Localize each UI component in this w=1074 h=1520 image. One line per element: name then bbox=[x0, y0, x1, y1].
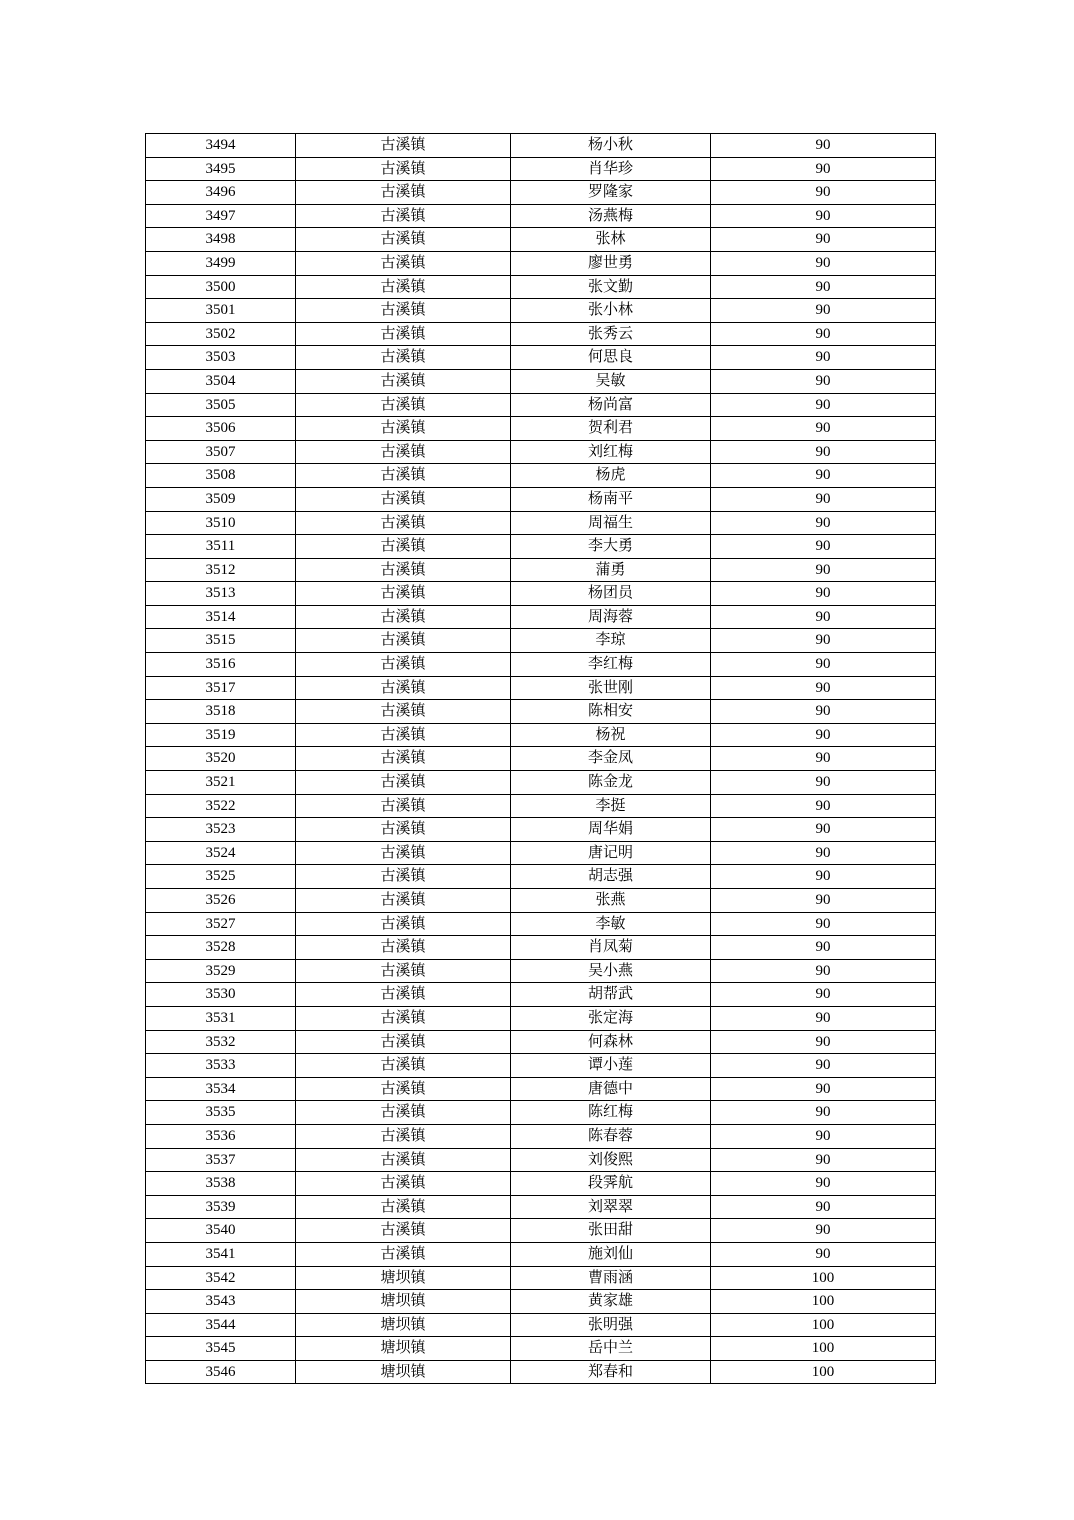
cell-score: 90 bbox=[711, 299, 936, 323]
table-row bbox=[146, 487, 936, 511]
table-row bbox=[146, 889, 936, 913]
cell-score: 90 bbox=[711, 157, 936, 181]
cell-person-name: 杨团员 bbox=[511, 582, 711, 606]
cell-serial-number: 3526 bbox=[146, 889, 296, 913]
table-row bbox=[146, 1219, 936, 1243]
cell-person-name: 周福生 bbox=[511, 511, 711, 535]
cell-score: 90 bbox=[711, 1077, 936, 1101]
cell-person-name: 郑春和 bbox=[511, 1360, 711, 1384]
cell-person-name: 陈相安 bbox=[511, 700, 711, 724]
cell-score: 90 bbox=[711, 1148, 936, 1172]
cell-person-name: 贺利君 bbox=[511, 417, 711, 441]
cell-serial-number: 3534 bbox=[146, 1077, 296, 1101]
table-row bbox=[146, 322, 936, 346]
table-row bbox=[146, 157, 936, 181]
cell-town: 塘坝镇 bbox=[296, 1337, 511, 1361]
cell-town: 塘坝镇 bbox=[296, 1290, 511, 1314]
cell-score: 90 bbox=[711, 889, 936, 913]
cell-serial-number: 3506 bbox=[146, 417, 296, 441]
cell-person-name: 何思良 bbox=[511, 346, 711, 370]
cell-town: 古溪镇 bbox=[296, 747, 511, 771]
cell-score: 90 bbox=[711, 251, 936, 275]
cell-town: 古溪镇 bbox=[296, 134, 511, 158]
cell-serial-number: 3509 bbox=[146, 487, 296, 511]
cell-town: 古溪镇 bbox=[296, 959, 511, 983]
cell-score: 90 bbox=[711, 558, 936, 582]
cell-town: 古溪镇 bbox=[296, 936, 511, 960]
cell-person-name: 张明强 bbox=[511, 1313, 711, 1337]
table-row bbox=[146, 841, 936, 865]
table-row bbox=[146, 1148, 936, 1172]
cell-score: 90 bbox=[711, 912, 936, 936]
table-row bbox=[146, 794, 936, 818]
cell-person-name: 肖华珍 bbox=[511, 157, 711, 181]
cell-person-name: 张林 bbox=[511, 228, 711, 252]
cell-town: 古溪镇 bbox=[296, 1195, 511, 1219]
cell-score: 100 bbox=[711, 1290, 936, 1314]
cell-serial-number: 3521 bbox=[146, 771, 296, 795]
cell-town: 古溪镇 bbox=[296, 275, 511, 299]
cell-score: 90 bbox=[711, 1124, 936, 1148]
table-row bbox=[146, 251, 936, 275]
cell-serial-number: 3532 bbox=[146, 1030, 296, 1054]
cell-score: 90 bbox=[711, 511, 936, 535]
table-row bbox=[146, 912, 936, 936]
cell-serial-number: 3527 bbox=[146, 912, 296, 936]
cell-score: 90 bbox=[711, 1006, 936, 1030]
cell-serial-number: 3511 bbox=[146, 535, 296, 559]
cell-town: 古溪镇 bbox=[296, 511, 511, 535]
cell-town: 塘坝镇 bbox=[296, 1266, 511, 1290]
cell-town: 古溪镇 bbox=[296, 582, 511, 606]
cell-town: 古溪镇 bbox=[296, 1077, 511, 1101]
cell-person-name: 曹雨涵 bbox=[511, 1266, 711, 1290]
table-row bbox=[146, 582, 936, 606]
cell-score: 90 bbox=[711, 629, 936, 653]
cell-score: 90 bbox=[711, 865, 936, 889]
table-row bbox=[146, 1242, 936, 1266]
table-row bbox=[146, 1337, 936, 1361]
cell-town: 古溪镇 bbox=[296, 204, 511, 228]
cell-town: 古溪镇 bbox=[296, 1054, 511, 1078]
cell-town: 古溪镇 bbox=[296, 346, 511, 370]
cell-serial-number: 3514 bbox=[146, 605, 296, 629]
cell-town: 古溪镇 bbox=[296, 841, 511, 865]
table-row bbox=[146, 393, 936, 417]
cell-serial-number: 3503 bbox=[146, 346, 296, 370]
cell-person-name: 汤燕梅 bbox=[511, 204, 711, 228]
cell-score: 90 bbox=[711, 983, 936, 1007]
cell-town: 古溪镇 bbox=[296, 558, 511, 582]
table-row bbox=[146, 535, 936, 559]
cell-person-name: 吴敏 bbox=[511, 369, 711, 393]
cell-serial-number: 3508 bbox=[146, 464, 296, 488]
cell-score: 90 bbox=[711, 1030, 936, 1054]
cell-serial-number: 3529 bbox=[146, 959, 296, 983]
table-row bbox=[146, 747, 936, 771]
cell-person-name: 周海蓉 bbox=[511, 605, 711, 629]
cell-town: 古溪镇 bbox=[296, 629, 511, 653]
table-row bbox=[146, 1077, 936, 1101]
table-row bbox=[146, 1266, 936, 1290]
cell-town: 古溪镇 bbox=[296, 181, 511, 205]
table-row bbox=[146, 228, 936, 252]
cell-town: 古溪镇 bbox=[296, 440, 511, 464]
cell-person-name: 杨祝 bbox=[511, 723, 711, 747]
cell-person-name: 张文勤 bbox=[511, 275, 711, 299]
cell-serial-number: 3542 bbox=[146, 1266, 296, 1290]
cell-town: 古溪镇 bbox=[296, 1101, 511, 1125]
cell-person-name: 张燕 bbox=[511, 889, 711, 913]
cell-town: 古溪镇 bbox=[296, 1219, 511, 1243]
table-row bbox=[146, 1195, 936, 1219]
cell-serial-number: 3501 bbox=[146, 299, 296, 323]
cell-score: 90 bbox=[711, 959, 936, 983]
cell-serial-number: 3524 bbox=[146, 841, 296, 865]
cell-score: 90 bbox=[711, 1101, 936, 1125]
cell-person-name: 罗隆家 bbox=[511, 181, 711, 205]
table-row bbox=[146, 629, 936, 653]
cell-serial-number: 3507 bbox=[146, 440, 296, 464]
cell-score: 90 bbox=[711, 181, 936, 205]
cell-town: 古溪镇 bbox=[296, 653, 511, 677]
cell-town: 古溪镇 bbox=[296, 393, 511, 417]
cell-serial-number: 3513 bbox=[146, 582, 296, 606]
cell-person-name: 吴小燕 bbox=[511, 959, 711, 983]
cell-town: 古溪镇 bbox=[296, 369, 511, 393]
cell-serial-number: 3516 bbox=[146, 653, 296, 677]
cell-serial-number: 3523 bbox=[146, 818, 296, 842]
table-row bbox=[146, 771, 936, 795]
cell-person-name: 李琼 bbox=[511, 629, 711, 653]
table-row bbox=[146, 275, 936, 299]
cell-person-name: 胡志强 bbox=[511, 865, 711, 889]
cell-person-name: 李挺 bbox=[511, 794, 711, 818]
table-row bbox=[146, 417, 936, 441]
cell-score: 90 bbox=[711, 134, 936, 158]
cell-town: 古溪镇 bbox=[296, 865, 511, 889]
table-row bbox=[146, 464, 936, 488]
cell-serial-number: 3538 bbox=[146, 1172, 296, 1196]
cell-serial-number: 3518 bbox=[146, 700, 296, 724]
cell-serial-number: 3535 bbox=[146, 1101, 296, 1125]
cell-person-name: 段霁航 bbox=[511, 1172, 711, 1196]
cell-town: 古溪镇 bbox=[296, 794, 511, 818]
cell-score: 90 bbox=[711, 275, 936, 299]
cell-person-name: 廖世勇 bbox=[511, 251, 711, 275]
cell-serial-number: 3520 bbox=[146, 747, 296, 771]
cell-score: 90 bbox=[711, 1195, 936, 1219]
cell-person-name: 岳中兰 bbox=[511, 1337, 711, 1361]
cell-town: 塘坝镇 bbox=[296, 1313, 511, 1337]
cell-person-name: 刘翠翠 bbox=[511, 1195, 711, 1219]
cell-person-name: 胡帮武 bbox=[511, 983, 711, 1007]
score-table-body bbox=[146, 134, 936, 1384]
table-row bbox=[146, 1030, 936, 1054]
cell-person-name: 陈红梅 bbox=[511, 1101, 711, 1125]
cell-person-name: 谭小莲 bbox=[511, 1054, 711, 1078]
table-row bbox=[146, 1101, 936, 1125]
table-row bbox=[146, 346, 936, 370]
cell-town: 古溪镇 bbox=[296, 1242, 511, 1266]
cell-serial-number: 3502 bbox=[146, 322, 296, 346]
cell-town: 塘坝镇 bbox=[296, 1360, 511, 1384]
cell-town: 古溪镇 bbox=[296, 157, 511, 181]
table-row bbox=[146, 818, 936, 842]
table-row bbox=[146, 511, 936, 535]
cell-town: 古溪镇 bbox=[296, 676, 511, 700]
cell-score: 90 bbox=[711, 346, 936, 370]
cell-serial-number: 3515 bbox=[146, 629, 296, 653]
table-row bbox=[146, 1124, 936, 1148]
cell-score: 90 bbox=[711, 322, 936, 346]
cell-serial-number: 3543 bbox=[146, 1290, 296, 1314]
table-row bbox=[146, 1313, 936, 1337]
cell-serial-number: 3499 bbox=[146, 251, 296, 275]
cell-town: 古溪镇 bbox=[296, 417, 511, 441]
cell-town: 古溪镇 bbox=[296, 771, 511, 795]
cell-person-name: 周华娟 bbox=[511, 818, 711, 842]
cell-town: 古溪镇 bbox=[296, 322, 511, 346]
cell-score: 90 bbox=[711, 440, 936, 464]
cell-score: 90 bbox=[711, 487, 936, 511]
cell-score: 90 bbox=[711, 653, 936, 677]
table-row bbox=[146, 558, 936, 582]
cell-person-name: 陈春蓉 bbox=[511, 1124, 711, 1148]
cell-town: 古溪镇 bbox=[296, 1006, 511, 1030]
cell-town: 古溪镇 bbox=[296, 251, 511, 275]
cell-serial-number: 3544 bbox=[146, 1313, 296, 1337]
cell-score: 90 bbox=[711, 747, 936, 771]
cell-person-name: 李大勇 bbox=[511, 535, 711, 559]
cell-score: 90 bbox=[711, 535, 936, 559]
cell-person-name: 唐记明 bbox=[511, 841, 711, 865]
cell-serial-number: 3504 bbox=[146, 369, 296, 393]
cell-person-name: 刘红梅 bbox=[511, 440, 711, 464]
cell-person-name: 刘俊熙 bbox=[511, 1148, 711, 1172]
cell-person-name: 杨尚富 bbox=[511, 393, 711, 417]
cell-town: 古溪镇 bbox=[296, 464, 511, 488]
cell-person-name: 李金凤 bbox=[511, 747, 711, 771]
cell-serial-number: 3500 bbox=[146, 275, 296, 299]
cell-score: 100 bbox=[711, 1313, 936, 1337]
cell-score: 90 bbox=[711, 1054, 936, 1078]
table-row bbox=[146, 1006, 936, 1030]
cell-serial-number: 3539 bbox=[146, 1195, 296, 1219]
table-row bbox=[146, 369, 936, 393]
table-row bbox=[146, 865, 936, 889]
cell-serial-number: 3495 bbox=[146, 157, 296, 181]
cell-person-name: 施刘仙 bbox=[511, 1242, 711, 1266]
cell-score: 90 bbox=[711, 1219, 936, 1243]
cell-serial-number: 3494 bbox=[146, 134, 296, 158]
table-row bbox=[146, 936, 936, 960]
cell-town: 古溪镇 bbox=[296, 700, 511, 724]
cell-score: 90 bbox=[711, 723, 936, 747]
cell-person-name: 张田甜 bbox=[511, 1219, 711, 1243]
cell-serial-number: 3522 bbox=[146, 794, 296, 818]
cell-score: 90 bbox=[711, 1172, 936, 1196]
cell-town: 古溪镇 bbox=[296, 1030, 511, 1054]
cell-score: 100 bbox=[711, 1266, 936, 1290]
table-row bbox=[146, 605, 936, 629]
cell-score: 90 bbox=[711, 700, 936, 724]
cell-serial-number: 3517 bbox=[146, 676, 296, 700]
cell-person-name: 何森林 bbox=[511, 1030, 711, 1054]
cell-serial-number: 3510 bbox=[146, 511, 296, 535]
cell-person-name: 李红梅 bbox=[511, 653, 711, 677]
table-row bbox=[146, 983, 936, 1007]
cell-serial-number: 3531 bbox=[146, 1006, 296, 1030]
cell-score: 90 bbox=[711, 676, 936, 700]
table-row bbox=[146, 723, 936, 747]
cell-town: 古溪镇 bbox=[296, 723, 511, 747]
cell-town: 古溪镇 bbox=[296, 487, 511, 511]
cell-town: 古溪镇 bbox=[296, 299, 511, 323]
cell-serial-number: 3530 bbox=[146, 983, 296, 1007]
cell-town: 古溪镇 bbox=[296, 983, 511, 1007]
cell-score: 90 bbox=[711, 417, 936, 441]
table-row bbox=[146, 700, 936, 724]
cell-serial-number: 3545 bbox=[146, 1337, 296, 1361]
table-row bbox=[146, 181, 936, 205]
cell-person-name: 陈金龙 bbox=[511, 771, 711, 795]
cell-score: 90 bbox=[711, 794, 936, 818]
cell-serial-number: 3505 bbox=[146, 393, 296, 417]
cell-town: 古溪镇 bbox=[296, 1148, 511, 1172]
cell-serial-number: 3528 bbox=[146, 936, 296, 960]
cell-town: 古溪镇 bbox=[296, 1124, 511, 1148]
cell-person-name: 杨虎 bbox=[511, 464, 711, 488]
table-row bbox=[146, 134, 936, 158]
table-row bbox=[146, 1360, 936, 1384]
cell-score: 90 bbox=[711, 204, 936, 228]
cell-serial-number: 3540 bbox=[146, 1219, 296, 1243]
table-row bbox=[146, 1290, 936, 1314]
table-row bbox=[146, 440, 936, 464]
cell-person-name: 蒲勇 bbox=[511, 558, 711, 582]
cell-town: 古溪镇 bbox=[296, 1172, 511, 1196]
cell-person-name: 张定海 bbox=[511, 1006, 711, 1030]
cell-town: 古溪镇 bbox=[296, 535, 511, 559]
cell-serial-number: 3541 bbox=[146, 1242, 296, 1266]
cell-person-name: 李敏 bbox=[511, 912, 711, 936]
cell-score: 90 bbox=[711, 369, 936, 393]
cell-person-name: 黄家雄 bbox=[511, 1290, 711, 1314]
table-row bbox=[146, 959, 936, 983]
cell-town: 古溪镇 bbox=[296, 228, 511, 252]
table-row bbox=[146, 676, 936, 700]
cell-score: 90 bbox=[711, 228, 936, 252]
cell-person-name: 唐德中 bbox=[511, 1077, 711, 1101]
cell-score: 100 bbox=[711, 1360, 936, 1384]
cell-town: 古溪镇 bbox=[296, 912, 511, 936]
cell-score: 90 bbox=[711, 582, 936, 606]
cell-serial-number: 3533 bbox=[146, 1054, 296, 1078]
cell-serial-number: 3525 bbox=[146, 865, 296, 889]
cell-serial-number: 3537 bbox=[146, 1148, 296, 1172]
cell-serial-number: 3512 bbox=[146, 558, 296, 582]
cell-score: 90 bbox=[711, 771, 936, 795]
cell-person-name: 杨南平 bbox=[511, 487, 711, 511]
score-table bbox=[145, 133, 936, 1384]
cell-serial-number: 3496 bbox=[146, 181, 296, 205]
cell-serial-number: 3498 bbox=[146, 228, 296, 252]
table-row bbox=[146, 204, 936, 228]
cell-serial-number: 3497 bbox=[146, 204, 296, 228]
cell-serial-number: 3546 bbox=[146, 1360, 296, 1384]
cell-score: 90 bbox=[711, 841, 936, 865]
cell-town: 古溪镇 bbox=[296, 605, 511, 629]
cell-score: 90 bbox=[711, 936, 936, 960]
cell-score: 90 bbox=[711, 464, 936, 488]
table-row bbox=[146, 299, 936, 323]
cell-person-name: 杨小秋 bbox=[511, 134, 711, 158]
cell-town: 古溪镇 bbox=[296, 889, 511, 913]
table-row bbox=[146, 1172, 936, 1196]
cell-person-name: 张小林 bbox=[511, 299, 711, 323]
cell-serial-number: 3519 bbox=[146, 723, 296, 747]
cell-person-name: 肖凤菊 bbox=[511, 936, 711, 960]
cell-score: 90 bbox=[711, 393, 936, 417]
cell-person-name: 张世刚 bbox=[511, 676, 711, 700]
cell-serial-number: 3536 bbox=[146, 1124, 296, 1148]
cell-person-name: 张秀云 bbox=[511, 322, 711, 346]
table-row bbox=[146, 653, 936, 677]
cell-score: 100 bbox=[711, 1337, 936, 1361]
cell-score: 90 bbox=[711, 1242, 936, 1266]
cell-score: 90 bbox=[711, 818, 936, 842]
table-row bbox=[146, 1054, 936, 1078]
cell-town: 古溪镇 bbox=[296, 818, 511, 842]
cell-score: 90 bbox=[711, 605, 936, 629]
